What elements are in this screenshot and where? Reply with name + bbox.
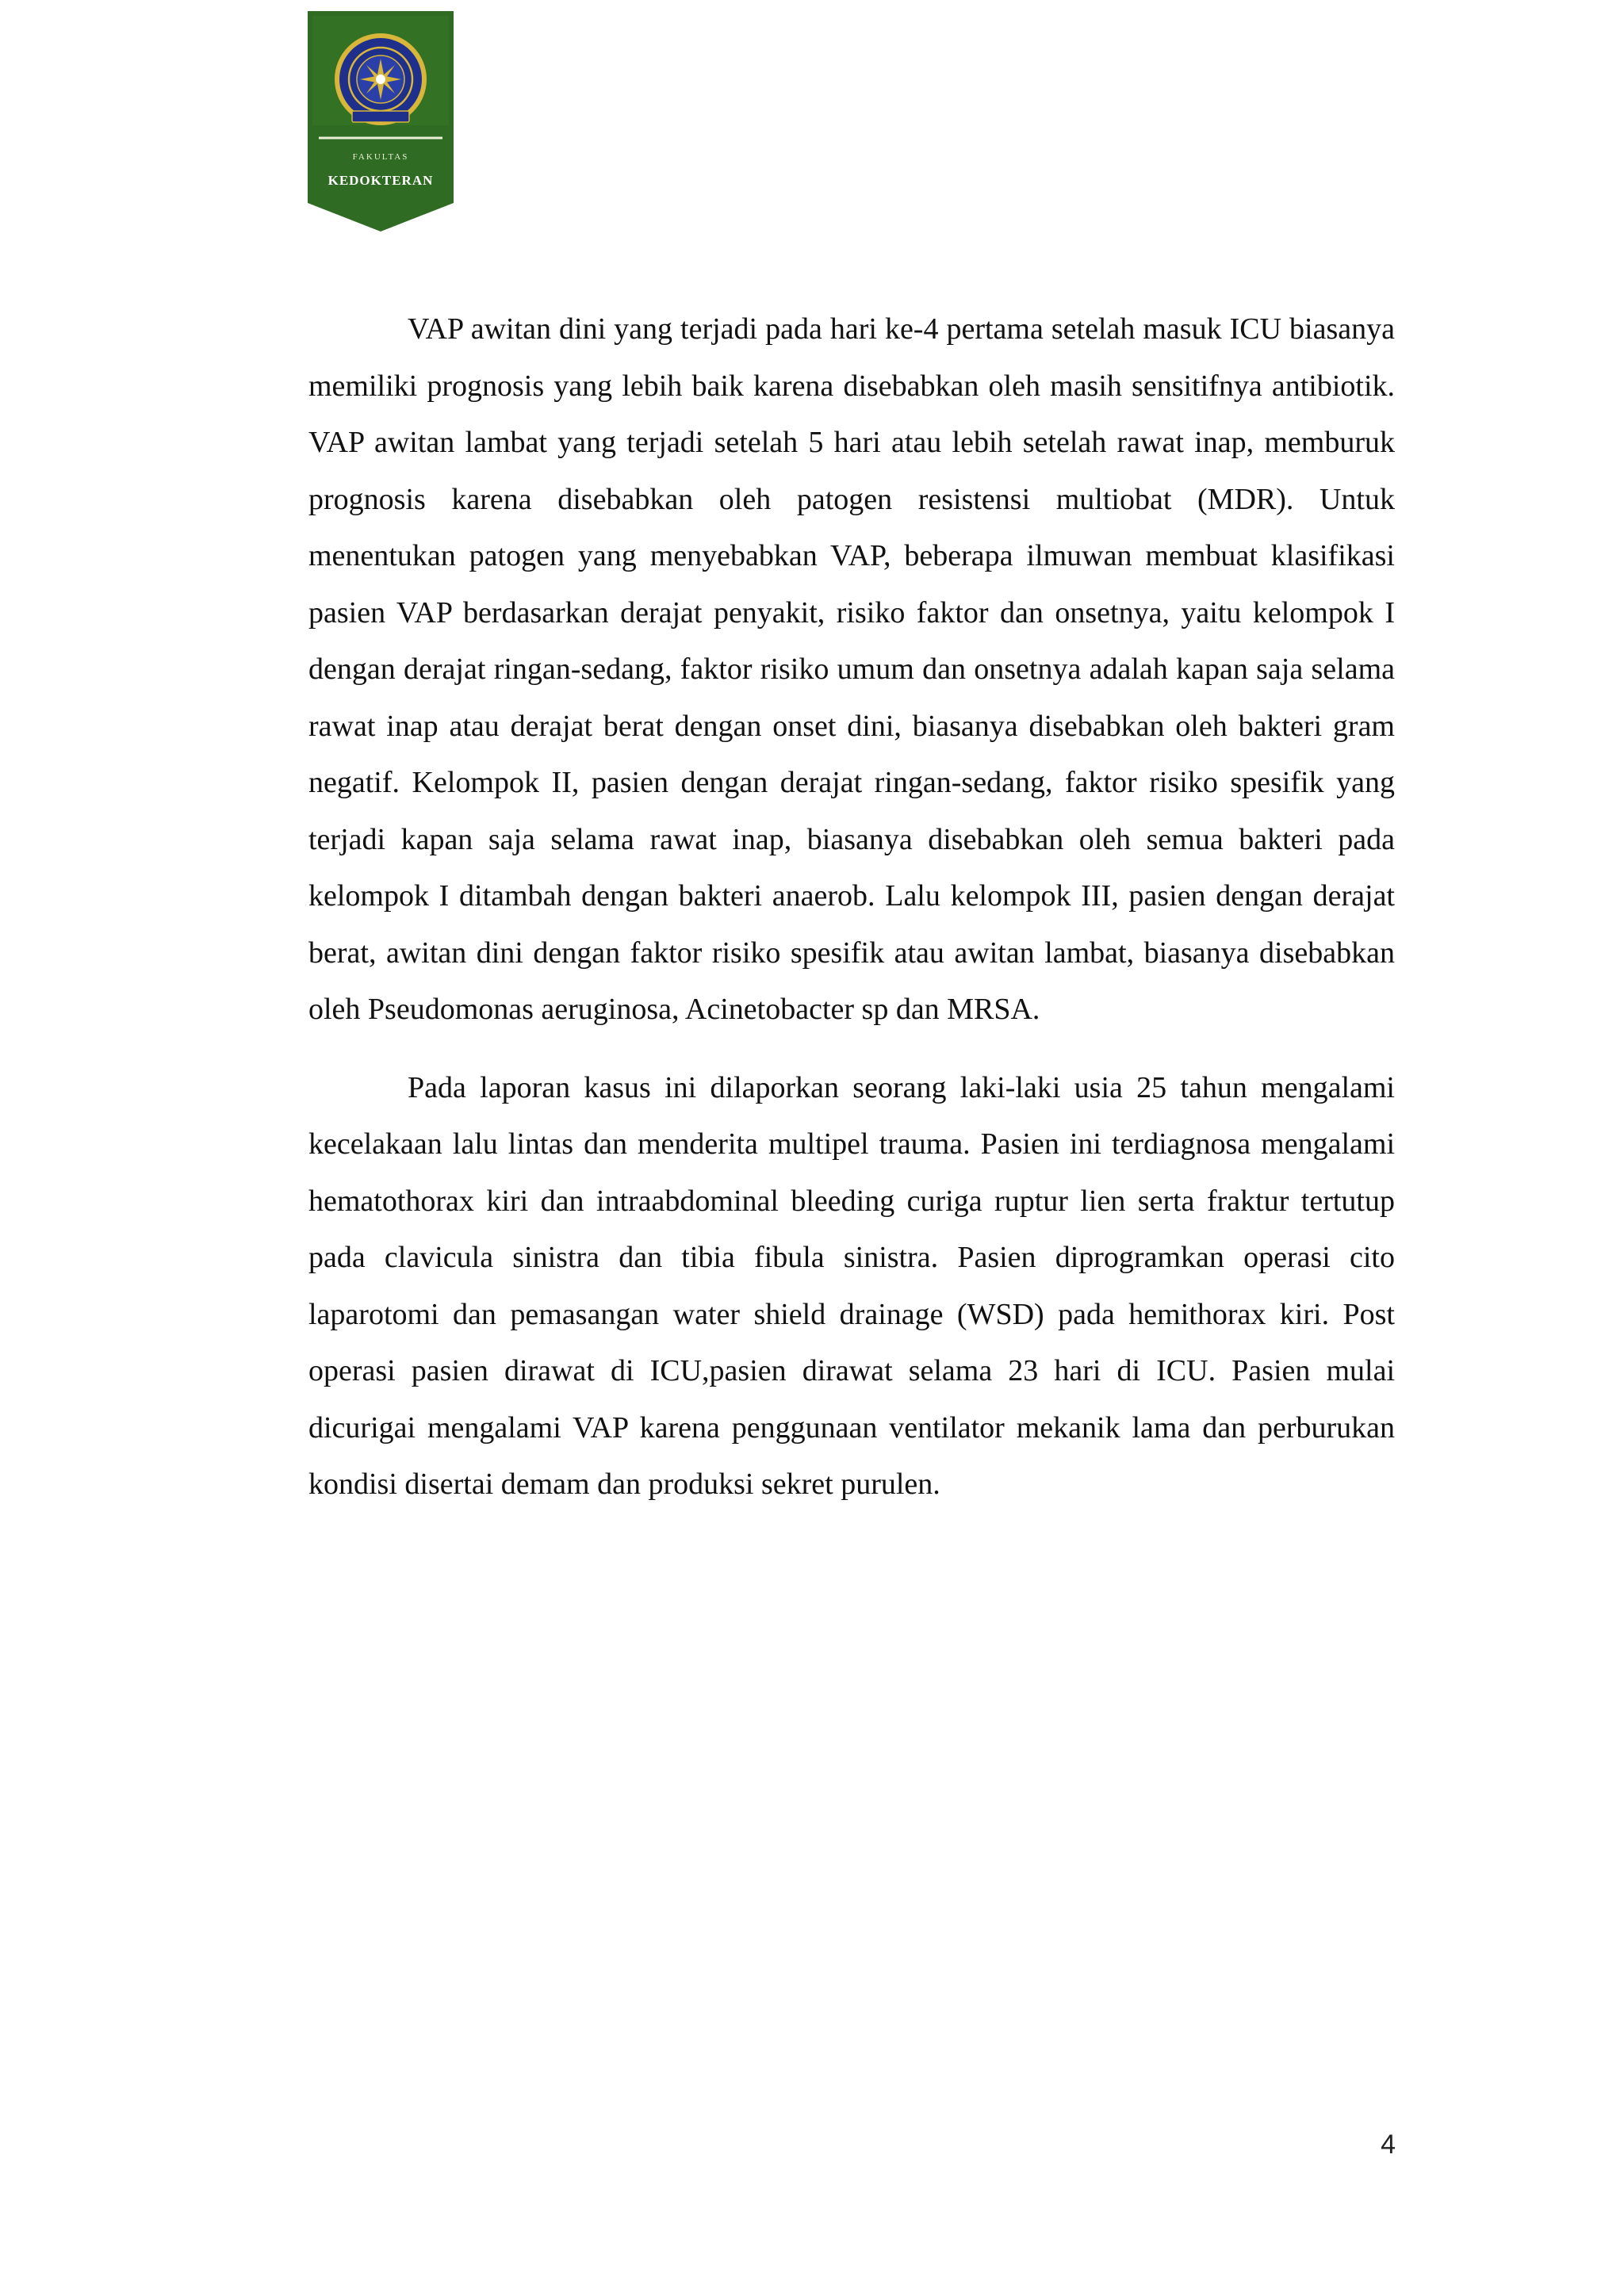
page-number: 4 bbox=[1381, 2130, 1396, 2160]
paragraph-vap-onset: VAP awitan dini yang terjadi pada hari ke-4 pertama setelah masuk ICU biasanya memiliki prognosis yang lebih baik karena disebabkan oleh masih sensitifnya antibiotik. VAP awitan lambat yang terjadi setelah 5 hari atau lebih setelah rawat inap, memburuk prognosis karena disebabkan oleh patogen resistensi multiobat (MDR). Untuk menentukan patogen yang menyebabkan VAP, beberapa ilmuwan membuat klasifikasi pasien VAP berdasarkan derajat penyakit, risiko faktor dan onsetnya, yaitu kelompok I dengan derajat ringan-sedang, faktor risiko umum dan onsetnya adalah kapan saja selama rawat inap atau derajat berat dengan onset dini, biasanya disebabkan oleh bakteri gram negatif. Kelompok II, pasien dengan derajat ringan-sedang, faktor risiko spesifik yang terjadi kapan saja selama rawat inap, biasanya disebabkan oleh semua bakteri pada kelompok I ditambah dengan bakteri anaerob. Lalu kelompok III, pasien dengan derajat berat, awitan dini dengan faktor risiko spesifik atau awitan lambat, biasanya disebabkan oleh Pseudomonas aeruginosa, Acinetobacter sp dan MRSA. bbox=[308, 312, 1395, 1026]
paragraph-case-report: Pada laporan kasus ini dilaporkan seorang laki-laki usia 25 tahun mengalami kecelakaan lalu lintas dan menderita multipel trauma. Pasien ini terdiagnosa mengalami hematothorax kiri dan intraabdominal bleeding curiga ruptur lien serta fraktur tertutup pada clavicula sinistra dan tibia fibula sinistra. Pasien diprogramkan operasi cito laparotomi dan pemasangan water shield drainage (WSD) pada hemithorax kiri. Post operasi pasien dirawat di ICU,pasien dirawat selama 23 hari di ICU. Pasien mulai dicurigai mengalami VAP karena penggunaan ventilator mekanik lama dan perburukan kondisi disertai demam dan produksi sekret purulen. bbox=[308, 1070, 1395, 1501]
body-text bbox=[308, 301, 1395, 1513]
faculty-logo-badge-icon bbox=[308, 11, 454, 232]
logo-faculty-name: KEDOKTERAN bbox=[327, 173, 434, 188]
faculty-logo bbox=[308, 11, 454, 232]
logo-faculty-caption: FAKULTAS bbox=[352, 152, 409, 162]
